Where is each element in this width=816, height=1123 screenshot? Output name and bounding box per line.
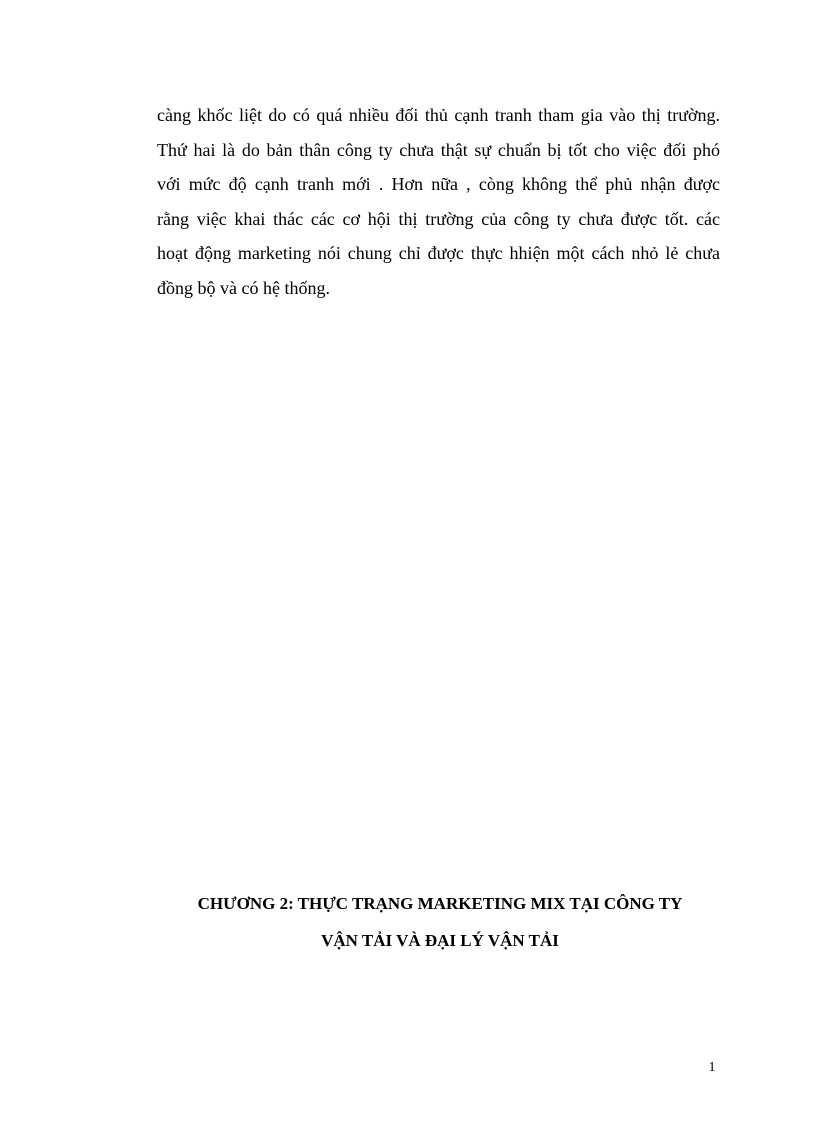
chapter-heading-line: VẬN TẢI VÀ ĐẠI LÝ VẬN TẢI [321,931,559,950]
body-line: hoạt động marketing nói chung chỉ được thực hhiện một cách nhỏ lẻ chưa [157,243,720,264]
page-number: 1 [708,1060,716,1075]
body-line: Thứ hai là do bản thân công ty chưa thật sự chuẩn bị tốt cho việc đối phó [157,139,720,160]
chapter-heading-line: CHƯƠNG 2: THỰC TRẠNG MARKETING MIX TẠI CÔNG TY [197,894,683,913]
body-line: với mức độ cạnh tranh mới . Hơn nữa , còng không thể phủ nhận được [157,174,720,195]
body-line: đồng bộ và có hệ thống. [157,277,330,298]
body-paragraph [157,98,720,306]
chapter-heading [120,885,760,959]
body-line: càng khốc liệt do có quá nhiều đối thủ cạnh tranh tham gia vào thị trường. [157,105,720,125]
body-line: rằng việc khai thác các cơ hội thị trường của công ty chưa được tốt. các [157,208,720,229]
